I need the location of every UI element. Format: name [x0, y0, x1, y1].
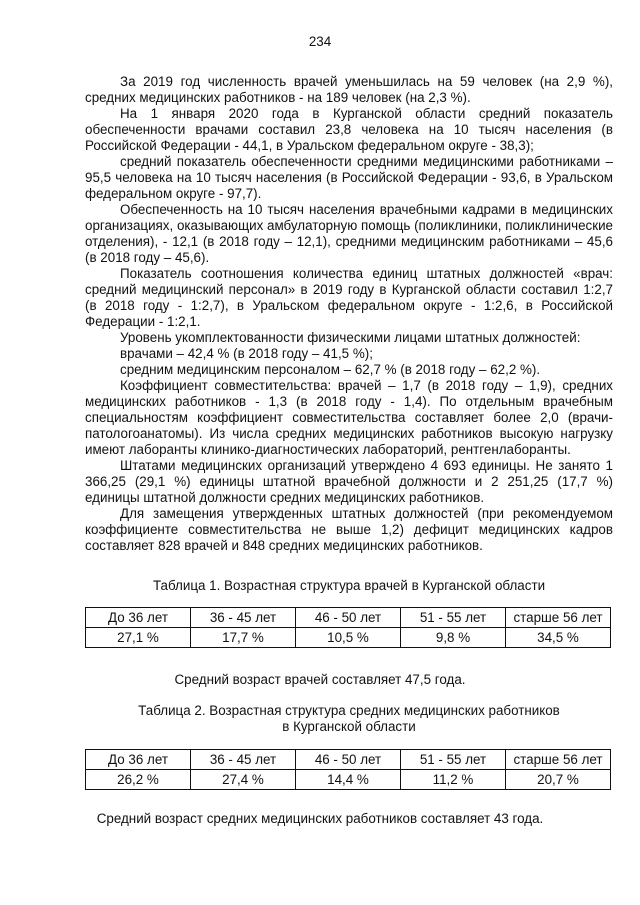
table-header-row [86, 608, 611, 628]
paragraph: Уровень укомплектованности физическими лицами штатных должностей: [120, 330, 581, 345]
table-header-cell: До 36 лет [86, 608, 191, 628]
paragraph: Показатель соотношения количества единиц штатных должностей «врач: средний медицинский персонал» в 2019 году в Курганской области составил 1:2,7 (в 2018 году - 1:2,7), в Уральском федеральном округе - 1:2,6, в Российской Федерации - 1:2,1. [85, 266, 613, 329]
table-header-cell: 51 - 55 лет [401, 608, 506, 628]
page-number: 234 [308, 34, 332, 49]
paragraph: средний показатель обеспеченности средними медицинскими работниками – 95,5 человека на 10 тысяч населения (в Российской Федерации - 93,6, в Уральском федеральном округе - 97,7). [85, 154, 613, 201]
table2-caption [85, 703, 613, 735]
table-header-cell: До 36 лет [86, 750, 191, 770]
table-header-cell: старше 56 лет [506, 608, 611, 628]
table-header-cell: 36 - 45 лет [191, 608, 296, 628]
table-cell: 26,2 % [86, 770, 191, 790]
paragraph: За 2019 год численность врачей уменьшилась на 59 человек (на 2,9 %), средних медицинских работников - на 189 человек (на 2,3 %). [85, 74, 613, 105]
table-header-cell: 46 - 50 лет [296, 750, 401, 770]
table2-caption-line: Таблица 2. Возрастная структура средних медицинских работников [138, 703, 560, 718]
table-cell: 9,8 % [401, 628, 506, 648]
age-table-nurses [85, 749, 611, 790]
table-cell: 11,2 % [401, 770, 506, 790]
table-header-cell: старше 56 лет [506, 750, 611, 770]
paragraph: Штатами медицинских организаций утверждено 4 693 единицы. Не занято 1 366,25 (29,1 %) единицы штатной врачебной должности и 2 251,25 (17,7 %) единицы штатной должности средних медицинских работников. [85, 458, 613, 505]
paragraph: На 1 января 2020 года в Курганской области средний показатель обеспеченности врачами составил 23,8 человека на 10 тысяч населения (в Российской Федерации - 44,1, в Уральском федеральном округе - 38,3); [85, 106, 613, 153]
table-header-cell: 51 - 55 лет [401, 750, 506, 770]
table-cell: 27,1 % [86, 628, 191, 648]
average-age-doctors: Средний возраст врачей составляет 47,5 года. [174, 672, 466, 687]
paragraph: врачами – 42,4 % (в 2018 году – 41,5 %); [120, 346, 373, 361]
paragraph: Обеспеченность на 10 тысяч населения врачебными кадрами в медицинских организациях, оказывающих амбулаторную помощь (поликлиники, поликлинические отделения), - 12,1 (в 2018 году – 12,1), средними медицинским работниками – 45,6 (в 2018 году – 45,6). [85, 202, 613, 265]
table-cell: 20,7 % [506, 770, 611, 790]
table1-caption: Таблица 1. Возрастная структура врачей в Курганской области [152, 578, 546, 593]
table-cell: 17,7 % [191, 628, 296, 648]
table-cell: 14,4 % [296, 770, 401, 790]
table-row [86, 628, 611, 648]
age-table-doctors [85, 607, 611, 648]
average-age-nurses: Средний возраст средних медицинских работников составляет 43 года. [96, 811, 544, 826]
paragraph: средним медицинским персоналом – 62,7 % (в 2018 году – 62,2 %). [120, 362, 541, 377]
table-cell: 27,4 % [191, 770, 296, 790]
table-header-row [86, 750, 611, 770]
table-cell: 34,5 % [506, 628, 611, 648]
body-text [85, 74, 613, 554]
paragraph: Коэффициент совместительства: врачей – 1,7 (в 2018 году – 1,9), средних медицинских работников - 1,3 (в 2018 году - 1,4). По отдельным врачебным специальностям коэффициент совместительства составляет более 2,0 (врачи-патологоанатомы). Из числа средних медицинских работников высокую нагрузку имеют лаборанты клинико-диагностических лабораторий, рентгенлаборанты. [85, 378, 613, 457]
table2-caption-line: в Курганской области [282, 719, 416, 734]
table-header-cell: 46 - 50 лет [296, 608, 401, 628]
table-header-cell: 36 - 45 лет [191, 750, 296, 770]
table-row [86, 770, 611, 790]
paragraph: Для замещения утвержденных штатных должностей (при рекомендуемом коэффициенте совместительства не выше 1,2) дефицит медицинских кадров составляет 828 врачей и 848 средних медицинских работников. [85, 506, 613, 553]
table-cell: 10,5 % [296, 628, 401, 648]
